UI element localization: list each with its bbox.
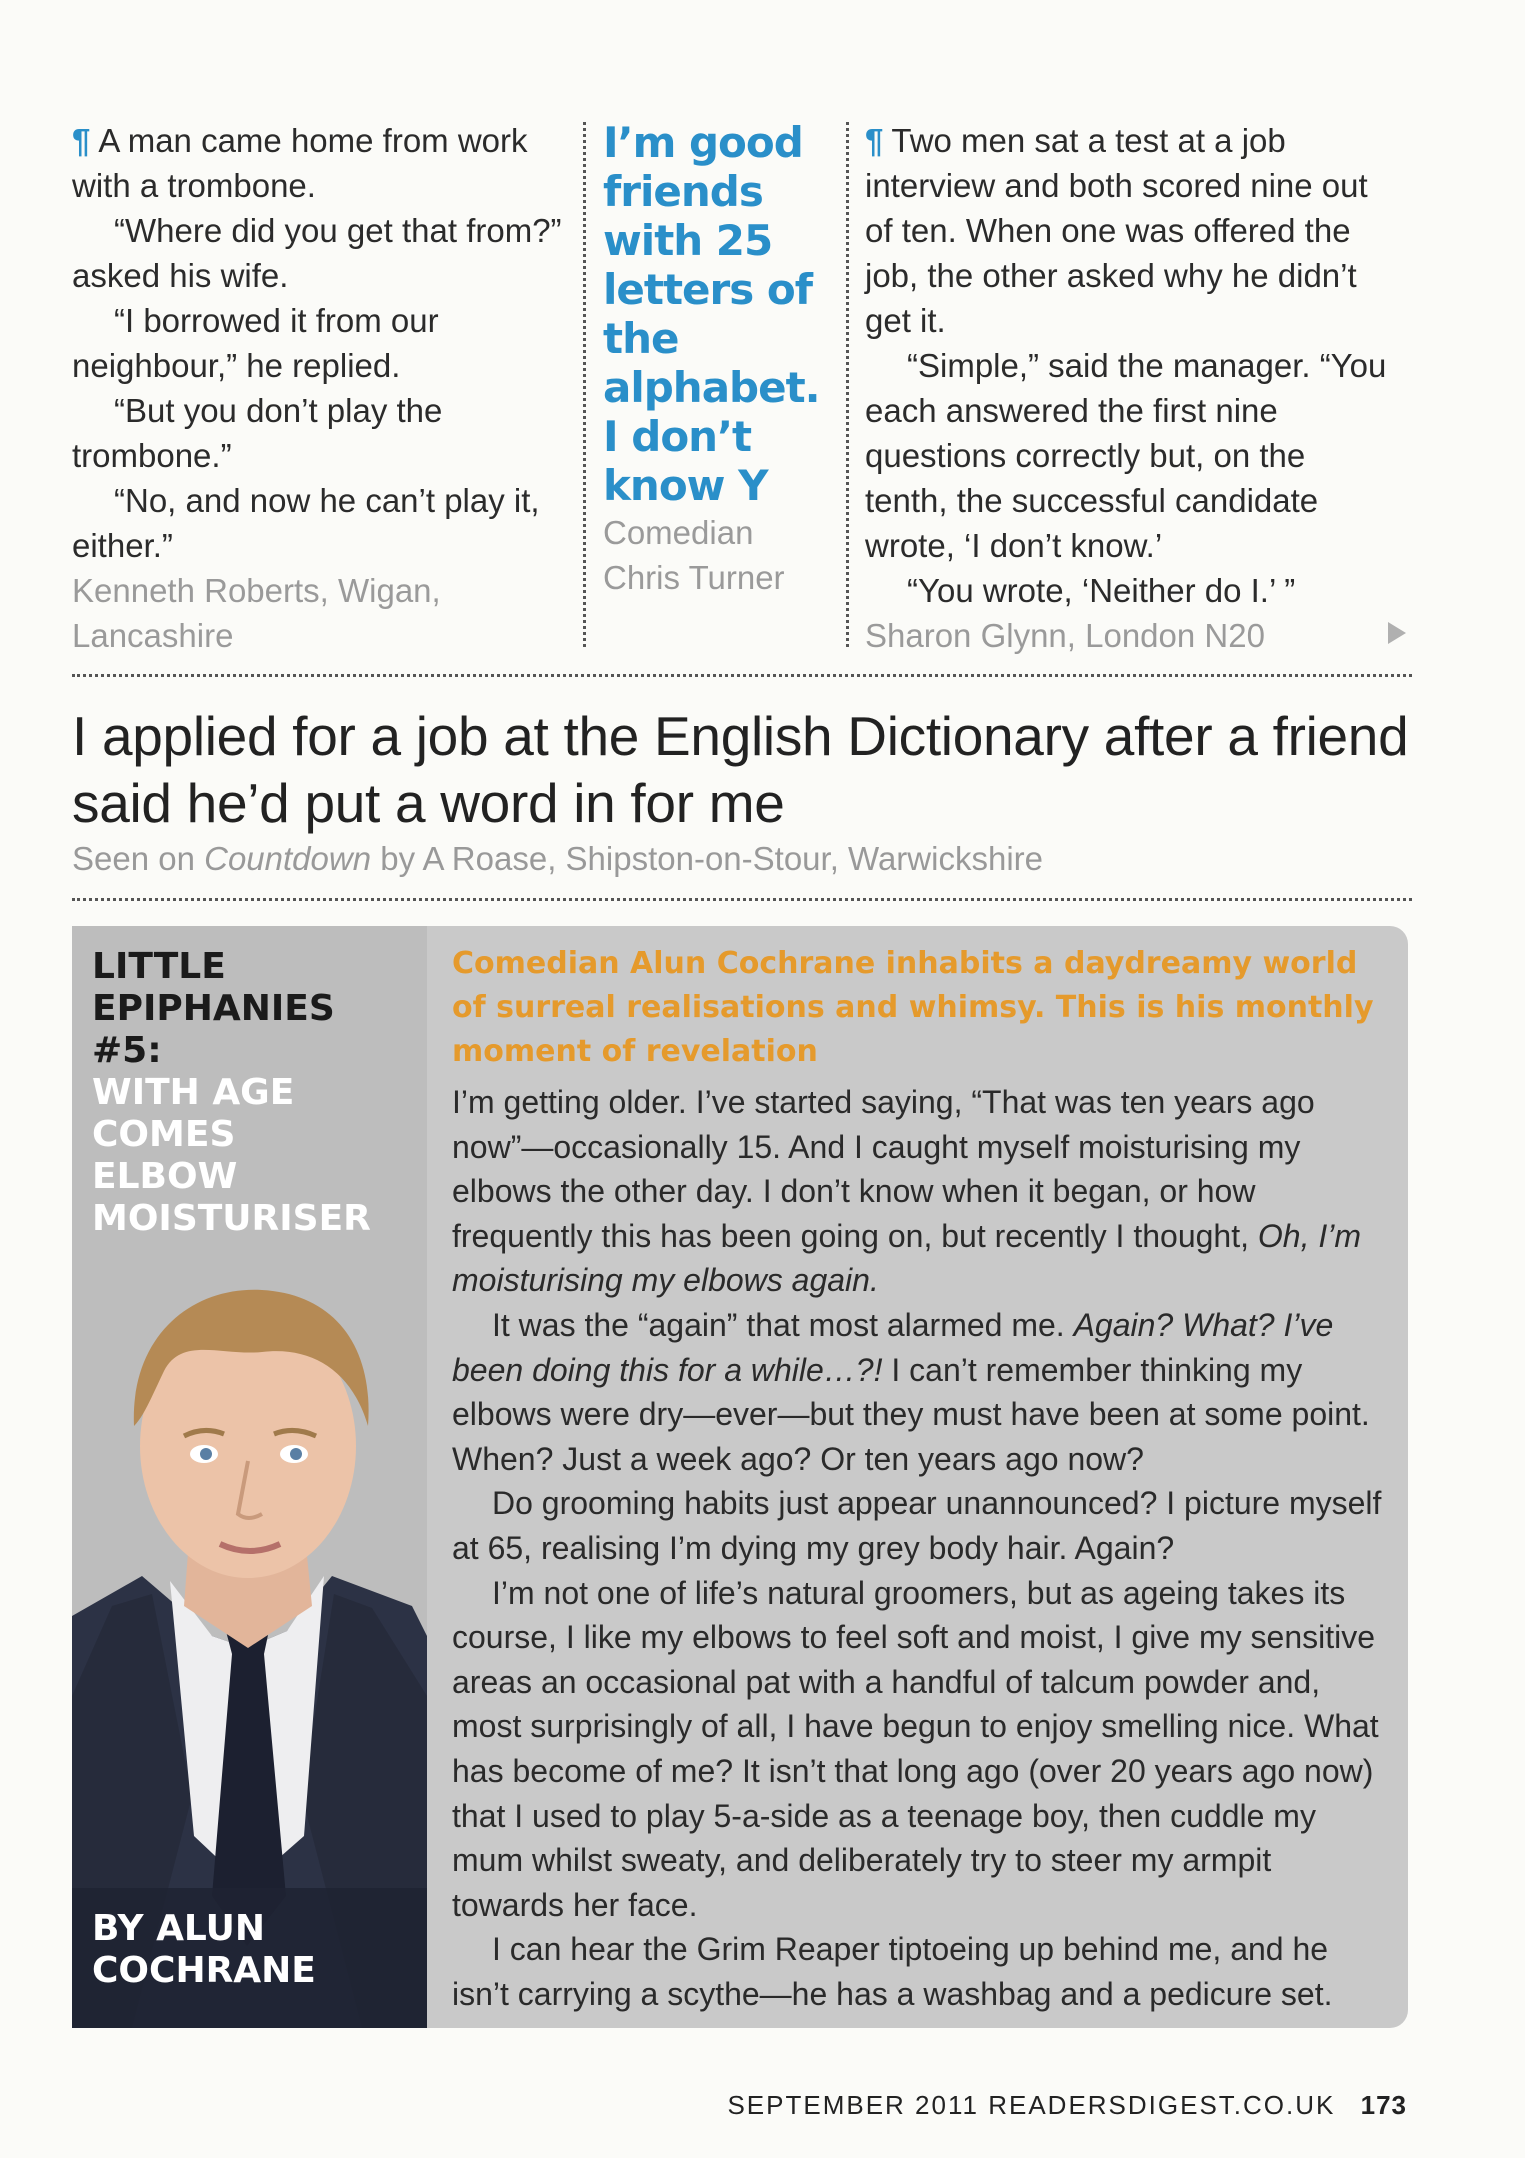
footer-issue: SEPTEMBER 2011 — [727, 2090, 979, 2120]
seen-prefix: Seen on — [72, 840, 195, 877]
joke-right — [865, 118, 1395, 658]
pilcrow-icon: ¶ — [865, 122, 884, 159]
page-number: 173 — [1360, 2090, 1407, 2120]
seen-suffix: by A Roase, Shipston-on-Stour, Warwickshire — [380, 840, 1043, 877]
article-paragraph-5: I can hear the Grim Reaper tiptoeing up behind me, and he isn’t carrying a scythe—he has a washbag and a pedicure set. — [452, 1931, 1333, 2012]
article-paragraph-1 — [452, 1080, 1392, 1303]
continue-arrow-icon — [1388, 622, 1406, 644]
joke-right-credit: Sharon Glynn, London N20 — [865, 617, 1265, 654]
feature-box — [72, 926, 1408, 2028]
pull-quote: I’m good friends with 25 letters of the alphabet. I don’t know Y — [603, 118, 820, 510]
joke-middle — [603, 118, 828, 600]
paragraph-2-text-b: I can’t remember thinking my elbows were dry—ever—but they must have been at some point. When? Just a week ago? Or ten years ago now? — [452, 1351, 1370, 1477]
joke-left-line-3: “I borrowed it from our neighbour,” he replied. — [72, 302, 439, 384]
joke-left-line-1 — [72, 118, 572, 208]
series-title — [92, 946, 392, 1240]
feature-intro: Comedian Alun Cochrane inhabits a daydreamy world of surreal realisations and whimsy. This is his monthly moment of revelation — [452, 946, 1374, 1069]
seen-show: Countdown — [204, 840, 372, 877]
series-title-white: WITH AGE COMES ELBOW MOISTURISER — [92, 1072, 371, 1239]
divider-top — [72, 674, 1412, 677]
pilcrow-icon: ¶ — [72, 122, 91, 159]
joke-left-line-2: “Where did you get that from?” asked his wife. — [72, 212, 562, 294]
feature-sidebar — [72, 926, 427, 2028]
column-divider-2 — [846, 122, 849, 647]
joke-right-line-3: “You wrote, ‘Neither do I.’ ” — [907, 572, 1296, 609]
joke-left-line-4: “But you don’t play the trombone.” — [72, 392, 443, 474]
paragraph-1-text: I’m getting older. I’ve started saying, “That was ten years ago now”—occasionally 15. And I caught myself moisturising my elbows the other day. I don’t know when it began, or how frequently this has been going on, but recently I thought, — [452, 1084, 1315, 1254]
joke-right-line-1 — [865, 118, 1395, 343]
author-byline: BY ALUN COCHRANE — [92, 1908, 316, 1991]
joke-left-line-5: “No, and now he can’t play it, either.” — [72, 482, 540, 564]
quote-credit-name: Chris Turner — [603, 559, 785, 596]
headline-credit — [72, 840, 1422, 878]
divider-bottom — [72, 898, 1412, 901]
paragraph-2-text-a: It was the “again” that most alarmed me. — [492, 1306, 1065, 1343]
series-title-dark: LITTLE EPIPHANIES #5: — [92, 946, 335, 1071]
joke-left-credit: Kenneth Roberts, Wigan, Lancashire — [72, 572, 441, 654]
quote-credit-role: Comedian — [603, 514, 754, 551]
page-footer — [727, 2090, 1407, 2121]
article-paragraph-3: Do grooming habits just appear unannounced? I picture myself at 65, realising I’m dying my grey body hair. Again? — [452, 1485, 1382, 1566]
joke-left-text-1: A man came home from work with a trombone. — [72, 122, 528, 204]
feature-article — [452, 942, 1392, 2016]
article-paragraph-2 — [452, 1303, 1392, 1481]
headline-joke: I applied for a job at the English Dictionary after a friend said he’d put a word in for me — [72, 705, 1409, 834]
joke-left — [72, 118, 572, 658]
joke-right-text-1: Two men sat a test at a job interview and both scored nine out of ten. When one was offered the job, the other asked why he didn’t get it. — [865, 122, 1368, 339]
paragraph-2-italic: Again? What? I’ve been doing this for a while…?! — [452, 1306, 1334, 1388]
column-divider-1 — [583, 122, 586, 647]
footer-site: READERSDIGEST.CO.UK — [988, 2090, 1336, 2120]
joke-right-line-2: “Simple,” said the manager. “You each answered the first nine questions correctly but, on the tenth, the successful candidate wrote, ‘I don’t know.’ — [865, 347, 1387, 564]
article-paragraph-4: I’m not one of life’s natural groomers, but as ageing takes its course, I like my elbows to feel soft and moist, I give my sensitive areas an occasional pat with a handful of talcum powder and, most surprisingly of all, I have begun to enjoy smelling nice. What has become of me? It isn’t that long ago (over 20 years ago now) that I used to play 5-a-side as a teenage boy, then cuddle my mum whilst sweaty, and deliberately try to steer my armpit towards her face. — [452, 1574, 1379, 1923]
paragraph-1-italic: Oh, I’m moisturising my elbows again. — [452, 1217, 1361, 1299]
